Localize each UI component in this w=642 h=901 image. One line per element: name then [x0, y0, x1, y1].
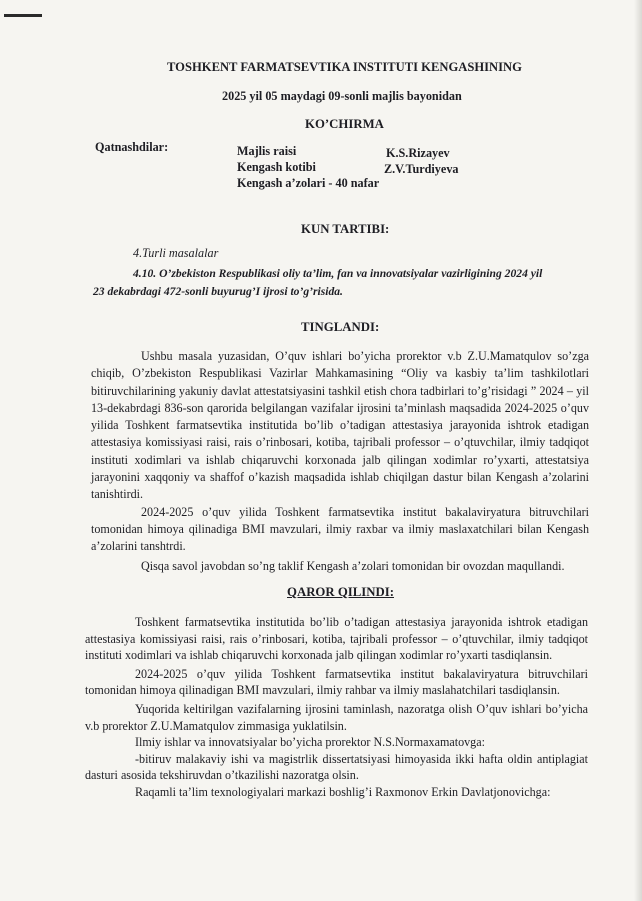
- page-edge: [634, 0, 642, 901]
- heard-paragraph: Qisqa savol javobdan so’ng taklif Kengash a’zolari tomonidan bir ovozdan maqullandi.: [141, 558, 565, 573]
- heard-paragraph: 2024-2025 o’quv yilida Toshkent farmatsevtika institut bakalaviryatura bitruvchilari tomonidan himoya qilinadiga BMI mavzulari, ilmiy raxbar va ilmiy maslaxatchilari bilan Kengash a’zolarini tanshtrdi.: [91, 504, 589, 554]
- agenda-item: 4.Turli masalalar: [133, 246, 219, 260]
- heard-heading: TINGLANDI:: [301, 320, 380, 334]
- decided-body: [85, 614, 588, 801]
- decided-paragraph: Yuqorida keltirilgan vazifalarning ijrosini taminlash, nazoratga olish O’quv ishlari bo’yicha v.b prorektor Z.U.Mamatqulov zimmasiga yuklatilsin.: [85, 701, 588, 733]
- decided-paragraph: 2024-2025 o’quv yilida Toshkent farmatsevtika institut bakalaviryatura bitruvchilari tomonidan himoya qilinadigan BMI mavzulari, ilmiy rahbar va ilmiy maslahatchilari tasdiqlansin.: [85, 666, 588, 698]
- meeting-line: 2025 yil 05 maydagi 09-sonli majlis bayonidan: [222, 89, 462, 103]
- decided-paragraph: -bitiruv malakaviy ishi va magistrlik dissertatsiyasi himoyasida ikki hafta oldin antiplagiat dasturi asosida tekshiruvdan o’tkazilishi nazoratga olsin.: [85, 751, 588, 783]
- role-secretary: Kengash kotibi: [237, 160, 316, 174]
- heard-paragraph: Ushbu masala yuzasidan, O’quv ishlari bo’yicha prorektor v.b Z.U.Mamatqulov so’zga chiqib, O’zbekiston Respublikasi Vazirlar Mahkamasining “Oliy va kasbiy ta’lim tashkilotlari bitiruvchilarining yakuniy davlat attestatsiyasini tashkil etish chora tadbirlari to’g’risidagi ” 2024 – yil 13-dekabrdagi 836-son qarorida belgilangan vazifalar ijrosini ta’minlash maqsadida 2024-2025 o’quv yilida Toshkent farmatsevtika institutida bo’lib o’tadigan attestasiya jarayonida ishtrok etadigan attestasiya komissiyasi raisi, rais o’rinbosari, kotiba, tajribali professor – o’qtuvchilar, ilmiy tadqiqot instituti xodimlari va ishlab chiqaruvchi korxonada jalb qilingan xodimlar ro’yxarti, attestatsiya jarayonini xaqqoniy va shaffof o’kazish maqsadida ishlab chiqilgan dastur bilan Kengash a’zolarini tanishtirdi.: [91, 349, 589, 502]
- decided-paragraph: Raqamli ta’lim texnologiyalari markazi boshlig’i Raxmonov Erkin Davlatjonovichga:: [135, 784, 551, 799]
- decided-paragraph: Toshkent farmatsevtika institutida bo’lib o’tadigan attestasiya jarayonida ishtrok etadigan attestasiya komissiyasi raisi, rais o’rinbosari, kotiba, tajribali professor – o’qtuvchilar, ilmiy tadqiqot instituti xodimlari va ishlab chiqaruvchi korxonada jalb qilingan xodimlar ro’yxarti tasdiqlansin.: [85, 615, 588, 663]
- attendees-label: Qatnashdilar:: [95, 140, 169, 154]
- agenda-heading: KUN TARTIBI:: [301, 222, 390, 236]
- decided-paragraph: Ilmiy ishlar va innovatsiyalar bo’yicha prorektor N.S.Normaxamatovga:: [135, 735, 485, 750]
- heard-body: [91, 348, 589, 575]
- role-chair: Majlis raisi: [237, 144, 297, 158]
- name-chair: K.S.Rizayev: [386, 146, 450, 160]
- scan-mark: [4, 14, 42, 17]
- role-members: Kengash a’zolari - 40 nafar: [237, 176, 380, 190]
- institution-title: TOSHKENT FARMATSEVTIKA INSTITUTI KENGASHINING: [167, 60, 522, 74]
- name-secretary: Z.V.Turdiyeva: [384, 162, 459, 176]
- agenda-subitem-line2: 23 dekabrdagi 472-sonli buyurug’I ijrosi to’g’risida.: [93, 285, 343, 298]
- copy-title: KO’CHIRMA: [305, 117, 384, 131]
- agenda-subitem-line1: 4.10. O’zbekiston Respublikasi oliy ta’lim, fan va innovatsiyalar vazirligining 2024 yil: [133, 267, 543, 280]
- decided-heading: QAROR QILINDI:: [287, 585, 395, 599]
